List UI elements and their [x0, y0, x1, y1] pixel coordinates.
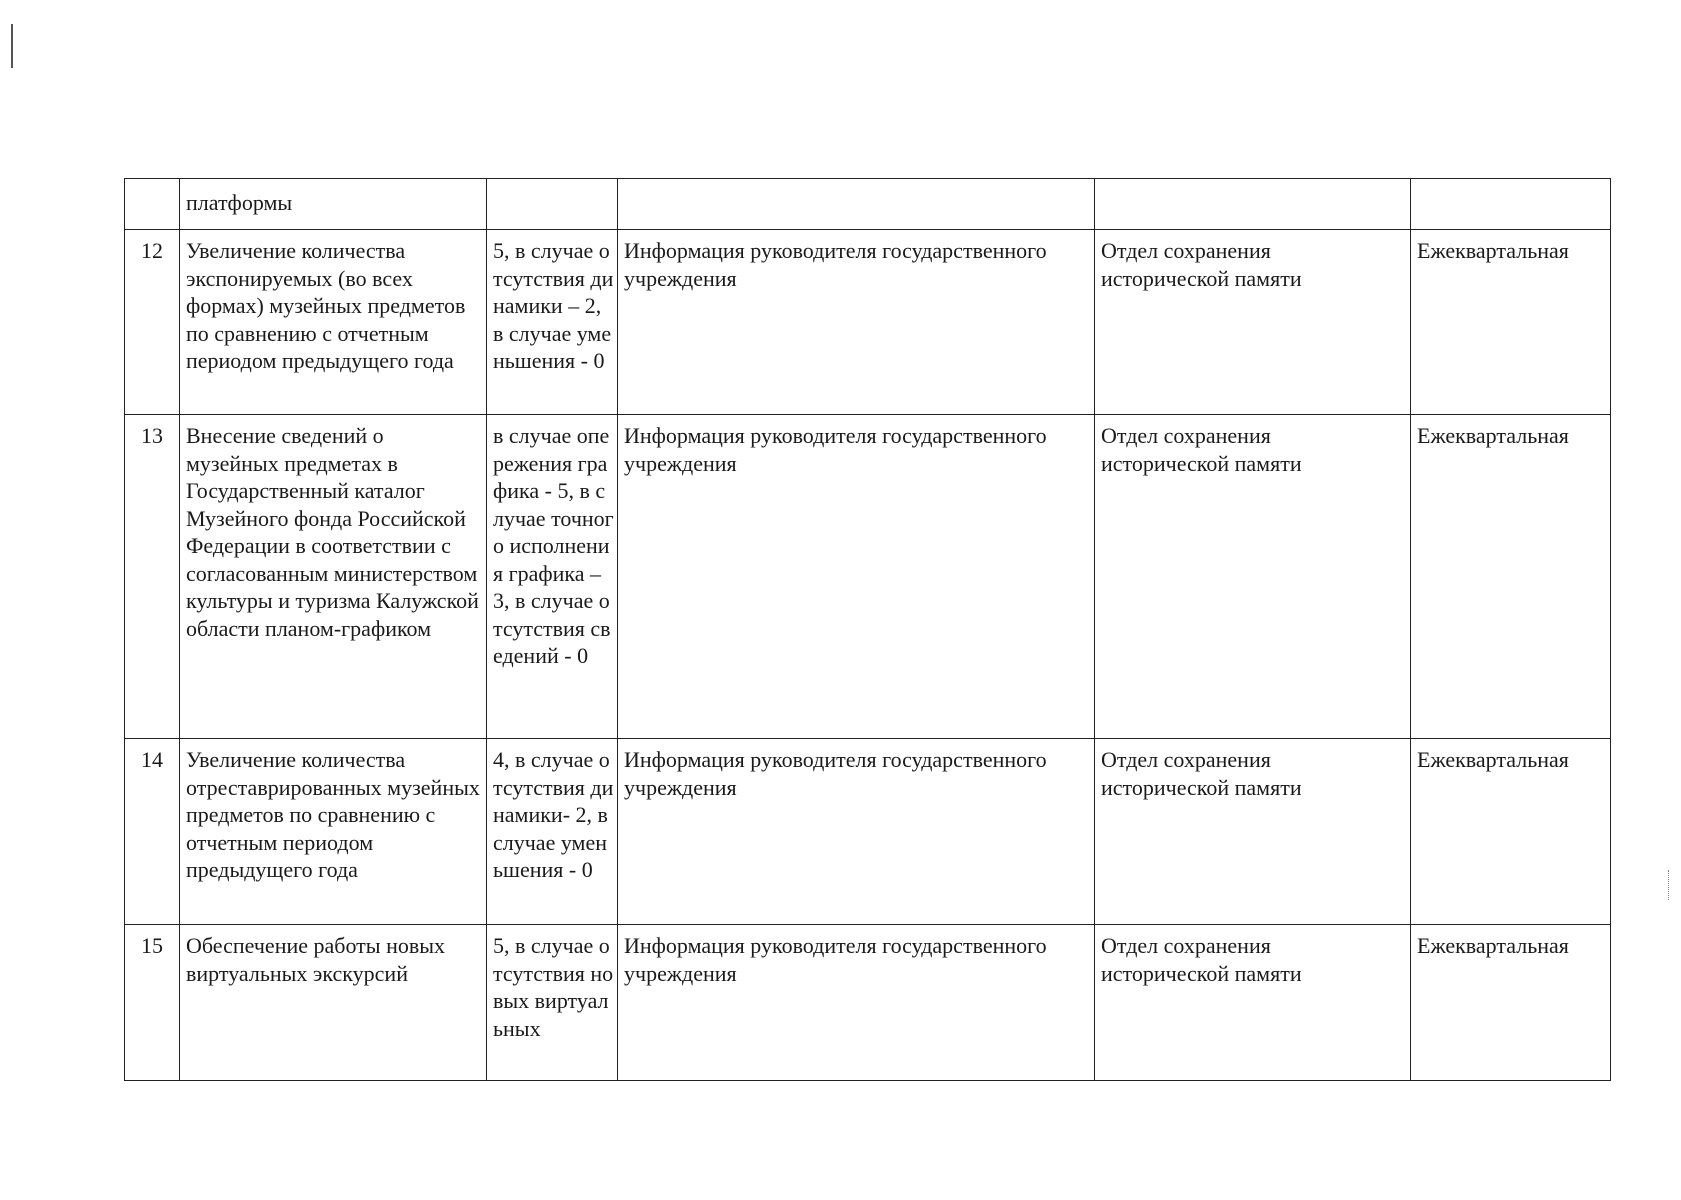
score-cell: 5, в случае отсутствия новых виртуальных	[487, 925, 618, 1081]
row-number-cell: 13	[125, 415, 180, 739]
indicator-cell: Обеспечение работы новых виртуальных экскурсий	[180, 925, 487, 1081]
row-number-cell: 14	[125, 739, 180, 925]
row-number-cell: 12	[125, 230, 180, 415]
table-row	[125, 230, 1611, 415]
score-cell: 4, в случае отсутствия динамики- 2, в случае уменьшения - 0	[487, 739, 618, 925]
criteria-table	[124, 178, 1611, 1081]
row-number-cell: 15	[125, 925, 180, 1081]
department-cell: Отдел сохранения исторической памяти	[1095, 739, 1411, 925]
source-cell: Информация руководителя государственного учреждения	[618, 739, 1095, 925]
source-cell	[618, 179, 1095, 230]
scan-edge-mark	[11, 24, 13, 68]
indicator-cell: Внесение сведений о музейных предметах в Государственный каталог Музейного фонда Российской Федерации в соответствии с согласованным министерством культуры и туризма Калужской области планом-графиком	[180, 415, 487, 739]
indicator-cell: Увеличение количества отреставрированных музейных предметов по сравнению с отчетным периодом предыдущего года	[180, 739, 487, 925]
table-row-continuation	[125, 179, 1611, 230]
row-number-cell	[125, 179, 180, 230]
department-cell: Отдел сохранения исторической памяти	[1095, 415, 1411, 739]
source-cell: Информация руководителя государственного учреждения	[618, 230, 1095, 415]
score-cell: 5, в случае отсутствия динамики – 2, в случае уменьшения - 0	[487, 230, 618, 415]
department-cell: Отдел сохранения исторической памяти	[1095, 230, 1411, 415]
score-cell: в случае опережения графика - 5, в случае точного исполнения графика – 3, в случае отсутствия сведений - 0	[487, 415, 618, 739]
department-cell	[1095, 179, 1411, 230]
frequency-cell: Ежеквартальная	[1411, 739, 1611, 925]
indicator-cell: платформы	[180, 179, 487, 230]
table-row	[125, 415, 1611, 739]
frequency-cell	[1411, 179, 1611, 230]
frequency-cell: Ежеквартальная	[1411, 230, 1611, 415]
score-cell	[487, 179, 618, 230]
source-cell: Информация руководителя государственного учреждения	[618, 415, 1095, 739]
indicator-cell: Увеличение количества экспонируемых (во всех формах) музейных предметов по сравнению с отчетным периодом предыдущего года	[180, 230, 487, 415]
frequency-cell: Ежеквартальная	[1411, 925, 1611, 1081]
scan-edge-dots	[1668, 870, 1671, 900]
source-cell: Информация руководителя государственного учреждения	[618, 925, 1095, 1081]
table-row	[125, 739, 1611, 925]
department-cell: Отдел сохранения исторической памяти	[1095, 925, 1411, 1081]
table-row	[125, 925, 1611, 1081]
frequency-cell: Ежеквартальная	[1411, 415, 1611, 739]
